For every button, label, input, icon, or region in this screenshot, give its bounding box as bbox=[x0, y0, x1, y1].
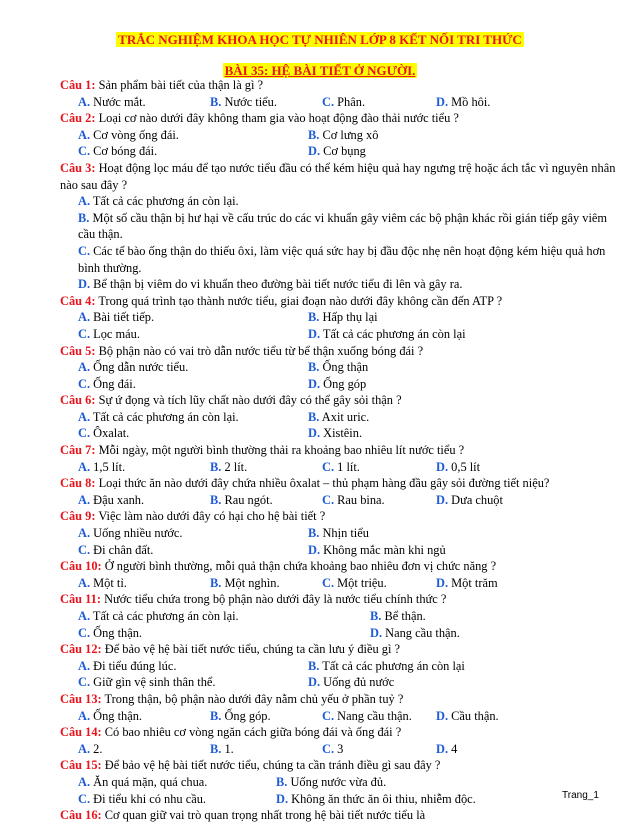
option-label: C. bbox=[78, 243, 91, 258]
question-stem bbox=[60, 475, 620, 492]
option-label: A. bbox=[78, 526, 91, 541]
question-stem bbox=[60, 641, 620, 658]
option-label: D. bbox=[308, 426, 321, 441]
option-a bbox=[78, 309, 308, 326]
question-number: Câu 8: bbox=[60, 476, 96, 491]
option-b bbox=[210, 492, 322, 509]
option-d bbox=[308, 326, 466, 343]
option-text: Uống nhiều nước. bbox=[93, 526, 183, 541]
option-label: A. bbox=[78, 409, 91, 424]
option-label: C. bbox=[78, 542, 91, 557]
option-c bbox=[78, 542, 308, 559]
option-label: D. bbox=[436, 94, 449, 109]
option-d bbox=[436, 575, 556, 592]
option-d bbox=[308, 143, 366, 160]
option-text: Tất cả các phương án còn lại bbox=[322, 326, 466, 341]
option-text: Một trăm bbox=[451, 575, 498, 590]
question-number: Câu 1: bbox=[60, 78, 96, 92]
option-c bbox=[322, 492, 436, 509]
option-text: Cơ vòng ống đái. bbox=[93, 127, 179, 142]
option-text: 1. bbox=[224, 741, 234, 756]
option-text: 4 bbox=[451, 741, 458, 756]
options-row bbox=[60, 127, 620, 144]
options-row bbox=[60, 425, 620, 442]
option-b bbox=[370, 608, 426, 625]
option-row bbox=[60, 243, 620, 276]
option-label: A. bbox=[78, 774, 91, 789]
question-number: Câu 6: bbox=[60, 393, 96, 408]
question-number: Câu 11: bbox=[60, 592, 101, 607]
option-text: Ôxalat. bbox=[93, 426, 130, 441]
option-text: Một nghìn. bbox=[224, 575, 280, 590]
option-a bbox=[78, 492, 210, 509]
option-label: B. bbox=[210, 708, 222, 723]
option-text: Ống dẫn nước tiểu. bbox=[93, 360, 189, 375]
question-stem bbox=[60, 343, 620, 360]
option-text: Phân. bbox=[337, 94, 366, 109]
options-row bbox=[60, 608, 620, 625]
option-b bbox=[210, 708, 322, 725]
option-label: B. bbox=[210, 94, 222, 109]
option-label: D. bbox=[436, 708, 449, 723]
option-d bbox=[436, 492, 556, 509]
option-label: D. bbox=[436, 459, 449, 474]
page-number: Trang_1 bbox=[562, 790, 599, 801]
option-text: Bể thận. bbox=[384, 609, 426, 623]
option-label: A. bbox=[78, 575, 91, 590]
option-label: A. bbox=[78, 94, 91, 109]
option-label: D. bbox=[308, 326, 321, 341]
option-text: 2 lít. bbox=[224, 459, 248, 474]
option-text: Bể thận bị viêm do vi khuẩn theo đường bài tiết nước tiểu đi lên và gây ra. bbox=[93, 277, 463, 292]
question-text: Để bảo vệ hệ bài tiết nước tiểu, chúng ta cần tránh điều gì sau đây ? bbox=[104, 758, 441, 773]
question-text: Bộ phận nào có vai trò dẫn nước tiểu từ bể thận xuống bóng đái ? bbox=[98, 343, 424, 358]
option-label: C. bbox=[78, 376, 91, 391]
question-text: Trong thận, bộ phận nào dưới đây nằm chủ yếu ở phần tuỷ ? bbox=[104, 691, 404, 706]
question-text: Có bao nhiêu cơ vòng ngăn cách giữa bóng đái và ống đái ? bbox=[104, 725, 402, 740]
option-c bbox=[78, 625, 370, 642]
options-row bbox=[60, 525, 620, 542]
option-a bbox=[78, 774, 276, 791]
options-row bbox=[60, 459, 620, 476]
option-text: Axit uric. bbox=[321, 409, 370, 424]
option-label: B. bbox=[276, 774, 288, 789]
question-text: Mỗi ngày, một người bình thường thải ra khoảng bao nhiêu lít nước tiểu ? bbox=[98, 443, 465, 458]
option-text: Đi chân đất. bbox=[93, 542, 154, 557]
option-a bbox=[78, 658, 308, 675]
option-label: C. bbox=[322, 708, 335, 723]
option-label: C. bbox=[322, 94, 335, 109]
options-row bbox=[60, 309, 620, 326]
option-text: Ống thận bbox=[322, 360, 369, 375]
option-text: 1,5 lít. bbox=[93, 459, 126, 474]
question-stem bbox=[60, 293, 620, 310]
option-text: Nhịn tiểu bbox=[322, 526, 369, 541]
option-row bbox=[60, 276, 620, 293]
question-stem bbox=[60, 392, 620, 409]
option-text: Giữ gìn vệ sinh thân thể. bbox=[93, 675, 216, 690]
option-c bbox=[78, 425, 308, 442]
option-d bbox=[436, 741, 556, 758]
options-row bbox=[60, 708, 620, 725]
option-label: D. bbox=[308, 675, 321, 690]
option-text: Xistêin. bbox=[323, 426, 363, 441]
option-text: Cơ bụng bbox=[323, 144, 366, 159]
question-text: Việc làm nào dưới đây có hại cho hệ bài tiết ? bbox=[98, 509, 326, 524]
option-label: C. bbox=[78, 625, 91, 640]
option-text: Ống góp bbox=[323, 376, 367, 391]
option-label: B. bbox=[308, 360, 320, 375]
option-text: Ống góp. bbox=[224, 708, 271, 723]
question-text: Loại cơ nào dưới đây không tham gia vào hoạt động đào thải nước tiểu ? bbox=[98, 111, 459, 126]
question-stem bbox=[60, 110, 620, 127]
option-text: Rau ngót. bbox=[224, 492, 273, 507]
option-text: Đi tiểu khi có nhu cầu. bbox=[93, 791, 207, 806]
option-text: Rau bina. bbox=[337, 492, 385, 507]
option-text: Không mắc màn khi ngủ bbox=[323, 542, 446, 557]
question-stem bbox=[60, 442, 620, 459]
option-b bbox=[308, 409, 369, 426]
option-d bbox=[436, 459, 556, 476]
option-b bbox=[276, 774, 386, 791]
option-a bbox=[78, 608, 370, 625]
question-number: Câu 13: bbox=[60, 691, 102, 706]
question-stem bbox=[60, 591, 620, 608]
option-label: C. bbox=[78, 426, 91, 441]
option-label: B. bbox=[210, 575, 222, 590]
question-stem bbox=[60, 807, 620, 824]
option-label: B. bbox=[308, 409, 320, 424]
option-label: A. bbox=[78, 492, 91, 507]
option-label: C. bbox=[78, 791, 91, 806]
options-row bbox=[60, 376, 620, 393]
option-c bbox=[78, 674, 308, 691]
question-stem bbox=[60, 77, 620, 94]
option-b bbox=[308, 359, 368, 376]
option-label: A. bbox=[78, 194, 91, 209]
option-label: A. bbox=[78, 708, 91, 723]
option-label: A. bbox=[78, 127, 91, 142]
option-label: B. bbox=[210, 492, 222, 507]
question-stem bbox=[60, 757, 620, 774]
option-label: D. bbox=[436, 575, 449, 590]
option-a bbox=[78, 741, 210, 758]
option-label: A. bbox=[78, 741, 91, 756]
option-text: Ống thận. bbox=[93, 625, 143, 640]
option-label: C. bbox=[322, 492, 335, 507]
option-label: B. bbox=[78, 210, 90, 225]
option-label: B. bbox=[370, 609, 382, 623]
option-label: D. bbox=[78, 277, 91, 292]
option-text: Ống đái. bbox=[93, 376, 136, 391]
options-row bbox=[60, 409, 620, 426]
question-number: Câu 10: bbox=[60, 559, 102, 574]
option-label: D. bbox=[308, 376, 321, 391]
options-row bbox=[60, 741, 620, 758]
option-a bbox=[78, 459, 210, 476]
option-c bbox=[78, 326, 308, 343]
option-a bbox=[78, 525, 308, 542]
option-label: B. bbox=[210, 459, 222, 474]
option-label: A. bbox=[78, 310, 91, 325]
option-d bbox=[436, 708, 556, 725]
question-stem bbox=[60, 508, 620, 525]
option-d bbox=[308, 376, 366, 393]
option-c bbox=[78, 376, 308, 393]
options-row bbox=[60, 143, 620, 160]
option-text: Nước mắt. bbox=[93, 94, 146, 109]
option-text: Tất cả các phương án còn lại. bbox=[92, 409, 239, 424]
option-text: 3 bbox=[337, 741, 344, 756]
option-text: Nang cầu thận. bbox=[385, 625, 460, 640]
option-label: B. bbox=[308, 658, 320, 673]
option-b bbox=[210, 575, 322, 592]
option-text: 0,5 lít bbox=[451, 459, 481, 474]
option-text: 2. bbox=[93, 741, 103, 756]
lesson-text: BÀI 35: HỆ BÀI TIẾT Ở NGƯỜI. bbox=[224, 63, 416, 78]
option-text: Các tế bào ống thận do thiếu ôxi, làm việc quá sức hay bị đầu độc nhẹ nên hoạt động kém hiệu quả hơn bình thường. bbox=[78, 243, 606, 275]
option-label: D. bbox=[308, 144, 321, 159]
option-text: Bài tiết tiếp. bbox=[93, 310, 155, 325]
option-label: D. bbox=[370, 625, 383, 640]
option-text: 1 lít. bbox=[337, 459, 360, 474]
option-d bbox=[276, 791, 476, 808]
option-text: Hấp thụ lại bbox=[322, 310, 378, 325]
option-c bbox=[322, 575, 436, 592]
options-row bbox=[60, 791, 620, 808]
options-row bbox=[60, 94, 620, 111]
option-d bbox=[370, 625, 460, 642]
question-text: Ở người bình thường, mỗi quả thận chứa khoảng bao nhiêu đơn vị chức năng ? bbox=[104, 559, 497, 574]
question-number: Câu 2: bbox=[60, 111, 96, 126]
question-text: Cơ quan giữ vai trò quan trọng nhất trong hệ bài tiết nước tiểu là bbox=[104, 808, 426, 823]
option-d bbox=[308, 674, 394, 691]
question-number: Câu 16: bbox=[60, 808, 102, 823]
option-a bbox=[78, 194, 239, 208]
option-label: D. bbox=[436, 741, 449, 756]
option-c bbox=[78, 244, 605, 275]
option-c bbox=[322, 708, 436, 725]
option-a bbox=[78, 359, 308, 376]
title-text: TRẮC NGHIỆM KHOA HỌC TỰ NHIÊN LỚP 8 KẾT NỐI TRI THỨC bbox=[118, 32, 522, 47]
question-list bbox=[60, 77, 620, 824]
option-b bbox=[210, 741, 322, 758]
option-a bbox=[78, 127, 308, 144]
option-text: Cầu thận. bbox=[451, 708, 499, 723]
option-label: A. bbox=[78, 459, 91, 474]
option-b bbox=[308, 309, 378, 326]
option-d bbox=[308, 425, 362, 442]
option-d bbox=[436, 94, 556, 111]
question-number: Câu 9: bbox=[60, 509, 96, 524]
question-text: Nước tiểu chứa trong bộ phận nào dưới đây là nước tiểu chính thức ? bbox=[104, 592, 447, 607]
option-text: Lọc máu. bbox=[93, 326, 140, 341]
option-text: Nang cầu thận. bbox=[337, 708, 412, 723]
option-text: Một tỉ. bbox=[93, 575, 127, 590]
question-stem bbox=[60, 160, 620, 193]
question-text: Sự ứ đọng và tích lũy chất nào dưới đây có thể gây sỏi thận ? bbox=[98, 393, 402, 408]
option-text: Một triệu. bbox=[337, 575, 387, 590]
option-text: Cơ lưng xô bbox=[322, 127, 379, 142]
option-d bbox=[78, 277, 462, 291]
option-text: Cơ bóng đái. bbox=[93, 144, 158, 159]
question-stem bbox=[60, 558, 620, 575]
option-a bbox=[78, 94, 210, 111]
option-text: Đậu xanh. bbox=[93, 492, 145, 507]
option-text: Đi tiểu đúng lúc. bbox=[93, 658, 177, 673]
question-number: Câu 3: bbox=[60, 160, 96, 175]
option-a bbox=[78, 409, 308, 426]
question-text: Loại thức ăn nào dưới đây chứa nhiều ôxalat – thủ phạm hàng đầu gây sỏi đường tiết niệu? bbox=[98, 476, 550, 491]
option-a bbox=[78, 575, 210, 592]
options-row bbox=[60, 674, 620, 691]
option-label: C. bbox=[78, 675, 91, 690]
option-label: C. bbox=[78, 326, 91, 341]
option-row bbox=[60, 210, 620, 243]
question-text: Hoạt động lọc máu để tạo nước tiểu đầu có thể kém hiệu quả hay ngưng trệ hoặc ách tắc vì nguyên nhân nào sau đây ? bbox=[60, 160, 616, 192]
question-number: Câu 12: bbox=[60, 642, 102, 657]
option-label: A. bbox=[78, 360, 91, 375]
option-b bbox=[210, 459, 322, 476]
option-text: Uống đủ nước bbox=[323, 675, 395, 690]
option-a bbox=[78, 708, 210, 725]
option-text: Uống nước vừa đủ. bbox=[290, 774, 387, 789]
option-label: A. bbox=[78, 658, 91, 673]
option-c bbox=[322, 741, 436, 758]
option-text: Mồ hôi. bbox=[451, 94, 491, 109]
option-text: Không ăn thức ăn ôi thiu, nhiễm độc. bbox=[291, 791, 476, 806]
option-label: B. bbox=[210, 741, 222, 756]
option-d bbox=[308, 542, 446, 559]
option-label: B. bbox=[308, 526, 320, 541]
options-row bbox=[60, 658, 620, 675]
option-text: Dưa chuột bbox=[451, 492, 503, 507]
option-label: C. bbox=[78, 144, 91, 159]
option-b bbox=[308, 525, 369, 542]
option-label: D. bbox=[276, 791, 289, 806]
option-label: A. bbox=[78, 609, 91, 623]
option-text: Tất cả các phương án còn lại bbox=[322, 658, 465, 673]
option-row bbox=[60, 193, 620, 210]
option-label: D. bbox=[436, 492, 449, 507]
options-row bbox=[60, 625, 620, 642]
question-text: Sản phẩm bài tiết của thận là gì ? bbox=[98, 78, 264, 92]
question-stem bbox=[60, 691, 620, 708]
question-number: Câu 15: bbox=[60, 758, 102, 773]
question-stem bbox=[60, 724, 620, 741]
option-b bbox=[308, 658, 465, 675]
option-text: Tất cả các phương án còn lại. bbox=[92, 194, 239, 209]
option-text: Một số cầu thận bị hư hại về cấu trúc do các vi khuẩn gây viêm các bộ phận khác rồi gián tiếp gây viêm cầu thận. bbox=[78, 210, 608, 242]
options-row bbox=[60, 575, 620, 592]
options-row bbox=[60, 359, 620, 376]
option-label: C. bbox=[322, 459, 335, 474]
option-label: C. bbox=[322, 741, 335, 756]
question-number: Câu 5: bbox=[60, 343, 96, 358]
option-text: Nước tiểu. bbox=[224, 94, 277, 109]
option-c bbox=[78, 143, 308, 160]
option-b bbox=[308, 127, 378, 144]
option-b bbox=[210, 94, 322, 111]
options-row bbox=[60, 774, 620, 791]
option-c bbox=[78, 791, 276, 808]
question-number: Câu 14: bbox=[60, 725, 102, 740]
option-text: Tất cả các phương án còn lại. bbox=[92, 609, 239, 623]
question-text: Để bảo vệ hệ bài tiết nước tiểu, chúng ta cần lưu ý điều gì ? bbox=[104, 642, 400, 657]
option-c bbox=[322, 94, 436, 111]
options-row bbox=[60, 492, 620, 509]
question-number: Câu 4: bbox=[60, 293, 96, 308]
option-text: Ống thận. bbox=[93, 708, 143, 723]
option-label: B. bbox=[308, 127, 320, 142]
question-text: Trong quá trình tạo thành nước tiểu, giai đoạn nào dưới đây không cần đến ATP ? bbox=[98, 293, 503, 308]
option-text: Ăn quá mặn, quá chua. bbox=[93, 774, 208, 789]
option-b bbox=[78, 211, 607, 242]
option-c bbox=[322, 459, 436, 476]
option-label: D. bbox=[308, 542, 321, 557]
option-label: C. bbox=[322, 575, 335, 590]
document-title bbox=[0, 31, 640, 49]
options-row bbox=[60, 326, 620, 343]
option-label: B. bbox=[308, 310, 320, 325]
options-row bbox=[60, 542, 620, 559]
question-number: Câu 7: bbox=[60, 443, 96, 458]
